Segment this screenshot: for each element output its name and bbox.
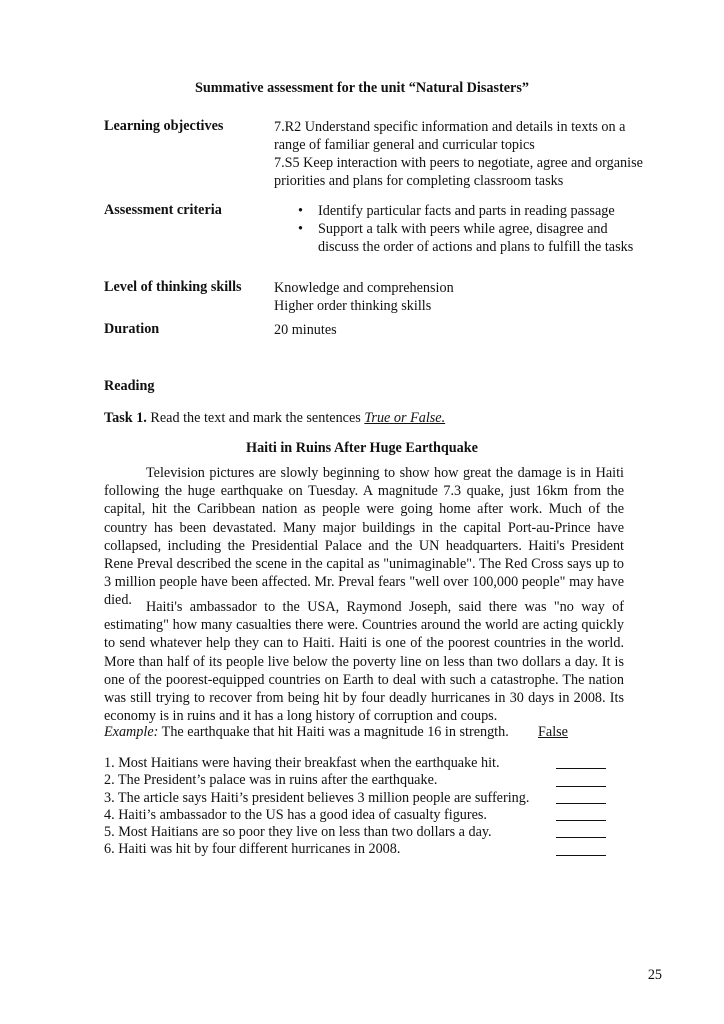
question-item (104, 824, 606, 841)
question-text: 2. The President’s palace was in ruins after the earthquake. (104, 772, 438, 789)
assessment-criteria-label: Assessment criteria (104, 202, 222, 218)
question-text: 6. Haiti was hit by four different hurricanes in 2008. (104, 841, 401, 858)
task-text: Read the text and mark the sentences (146, 410, 365, 426)
criteria-line: discuss the order of actions and plans to fulfill the tasks (318, 239, 634, 255)
task-label: Task 1. (104, 410, 147, 426)
task-instruction (104, 410, 445, 427)
question-item (104, 807, 606, 824)
criteria-line: • Support a talk with peers while agree, disagree and (318, 221, 608, 237)
task-false-word: or False. (393, 410, 446, 426)
question-text: 3. The article says Haiti’s president believes 3 million people are suffering. (104, 789, 530, 806)
learning-objectives-label: Learning objectives (104, 118, 224, 134)
task-true-word: True (364, 410, 394, 426)
question-text: 4. Haiti’s ambassador to the US has a good idea of casualty figures. (104, 806, 487, 823)
duration-value: 20 minutes (274, 322, 337, 338)
article-paragraph: Haiti's ambassador to the USA, Raymond Joseph, said there was "no way of estimating" how many casualties there were. Countries around the world are acting quickly to send whatever help they can to Haiti. Haiti is one of the poorest countries in the world. More than half of its people live below the poverty line on less than two dollars a day. It is one of the poorest-equipped countries on Earth to deal with such a catastrophe. The nation was still trying to recover from being hit by four deadly hurricanes in 30 days in 2008. Its economy is in ruins and it has a long history of corruption and coups. (104, 599, 624, 725)
thinking-skills-value (274, 279, 454, 315)
answer-blank[interactable] (556, 786, 606, 787)
duration-label: Duration (104, 321, 160, 337)
answer-blank[interactable] (556, 803, 606, 804)
page-number: 25 (647, 967, 662, 983)
task-true-false (364, 410, 445, 426)
objective-line: range of familiar general and curricular topics (274, 137, 535, 153)
criteria-item (293, 202, 633, 220)
example-text: The earthquake that hit Haiti was a magnitude 16 in strength. (158, 724, 509, 740)
question-text: 5. Most Haitians are so poor they live on less than two dollars a day. (104, 824, 492, 841)
reading-heading: Reading (104, 378, 155, 394)
thinking-skill-line: Knowledge and comprehension (274, 280, 454, 296)
example-answer: False (538, 724, 568, 740)
criteria-item (293, 220, 633, 256)
objective-line: 7.R2 Understand specific information and details in texts on a (274, 119, 626, 135)
thinking-skills-label: Level of thinking skills (104, 279, 242, 295)
objective-line: priorities and plans for completing classroom tasks (274, 173, 564, 189)
answer-blank[interactable] (556, 820, 606, 821)
question-list (104, 755, 606, 859)
answer-blank[interactable] (556, 768, 606, 769)
answer-blank[interactable] (556, 855, 606, 856)
assessment-criteria-list (293, 202, 633, 256)
question-item (104, 772, 606, 789)
question-item (104, 841, 606, 858)
learning-objectives-value (274, 118, 643, 190)
question-text: 1. Most Haitians were having their breakfast when the earthquake hit. (104, 755, 500, 771)
question-item (104, 755, 606, 772)
objective-line: 7.S5 Keep interaction with peers to negotiate, agree and organise (274, 155, 643, 171)
example-sentence (104, 724, 568, 741)
criteria-line: • Identify particular facts and parts in reading passage (318, 203, 615, 219)
answer-blank[interactable] (556, 837, 606, 838)
document-title: Summative assessment for the unit “Natural Disasters” (195, 80, 529, 96)
article-title: Haiti in Ruins After Huge Earthquake (246, 440, 478, 456)
article-paragraph: Television pictures are slowly beginning to show how great the damage is in Haiti following the huge earthquake on Tuesday. A magnitude 7.3 quake, just 16km from the capital, hit the Caribbean nation as people were going home after work. Much of the country has been devastated. Many major buildings in the capital Port-au-Prince have collapsed, including the Presidential Palace and the UN headquarters. Haiti's President Rene Preval described the scene in the capital as "unimaginable". The Red Cross says up to 3 million people have been affected. Mr. Preval fears "well over 100,000 people" may have died. (104, 465, 624, 609)
question-item (104, 790, 606, 807)
thinking-skill-line: Higher order thinking skills (274, 298, 432, 314)
example-label: Example: (104, 724, 159, 740)
